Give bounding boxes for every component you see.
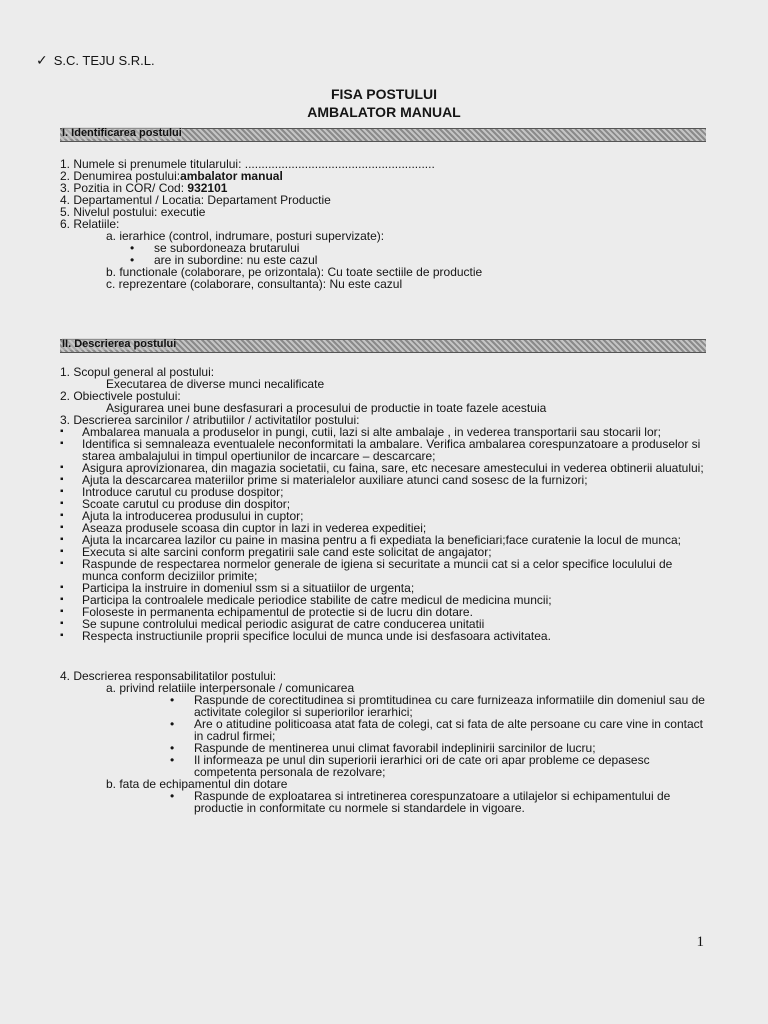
checkmark-icon: ✓	[36, 52, 48, 68]
list-item: ▪ Participa la controalele medicale periodice stabilite de catre medicul de medicina muncii;	[60, 594, 710, 606]
list-item: ▪ Introduce carutul cu produse dospitor;	[60, 486, 710, 498]
line-nivel: 5. Nivelul postului: executie	[60, 205, 206, 219]
section-title: II. Descrierea postului	[62, 338, 177, 350]
responsabilitati-b-list	[60, 790, 710, 814]
relatii-reprezentare: c. reprezentare (colaborare, consultanta): Nu este cazul	[106, 277, 403, 291]
label: 3. Pozitia in COR/ Cod:	[60, 181, 185, 195]
relatii-functionale: b. functionale (colaborare, pe orizontala): Cu toate sectiile de productie	[106, 265, 483, 279]
line-relatii: 6. Relatiile:	[60, 217, 120, 231]
relatii-ierarhice: a. ierarhice (control, indrumare, posturi supervizate):	[106, 229, 385, 243]
list-item: ▪ Respecta instructiunile proprii specifice locului de munca unde isi desfasoara activitatea.	[60, 630, 710, 642]
list-item: • se subordoneaza brutarului	[130, 242, 710, 254]
company-name: S.C. TEJU S.R.L.	[53, 53, 155, 68]
obiective-value: Asigurarea unei bune desfasurari a procesului de productie in toate fazele acestuia	[106, 401, 547, 415]
list-item: ▪ Asigura aprovizionarea, din magazia societatii, cu faina, sare, etc necesare amestecului in vederea obtinerii aluatului;	[60, 462, 710, 474]
line-numele: 1. Numele si prenumele titularului: .........................................................	[60, 157, 435, 171]
line-responsabilitati: 4. Descrierea responsabilitatilor postului:	[60, 669, 277, 683]
list-item: ▪ Raspunde de respectarea normelor generale de igiena si securitate a muncii cat si a celor specifice loculului de munca conform deciziilor primite;	[60, 558, 710, 582]
list-item: • are in subordine: nu este cazul	[130, 254, 710, 266]
responsabilitati-a-list	[60, 694, 710, 778]
spacer	[60, 656, 710, 670]
section-identificare	[60, 158, 710, 290]
label: 2. Denumirea postului:	[60, 169, 181, 183]
list-item: • Raspunde de corectitudinea si promtitudinea cu care furnizeaza informatiile din domeniul sau de activitate colegilor si superiorilor ierarhici;	[170, 694, 710, 718]
section-header-identificare	[60, 128, 706, 142]
section-header-descriere	[60, 339, 706, 353]
list-item: ▪ Ajuta la descarcarea materiilor prime si materialelor auxiliare atunci cand sosesc de la furnizori;	[60, 474, 710, 486]
section-descriere	[60, 366, 710, 814]
list-item: ▪ Foloseste in permanenta echipamentul de protectie si de lucru din dotare.	[60, 606, 710, 618]
list-item: ▪ Ambalarea manuala a produselor in pungi, cutii, lazi si alte ambalaje , in vederea transportarii sau stocarii lor;	[60, 426, 710, 438]
value: ambalator manual	[180, 169, 283, 183]
list-item: • Raspunde de mentinerea unui climat favorabil indeplinirii sarcinilor de lucru;	[170, 742, 710, 754]
line-departament: 4. Departamentul / Locatia: Departament Productie	[60, 193, 331, 207]
scop-value: Executarea de diverse munci necalificate	[106, 377, 325, 391]
list-item: ▪ Ajuta la incarcarea lazilor cu paine in masina pentru a fi expediata la beneficiari;face curatenie la locul de munca;	[60, 534, 710, 546]
line-sarcini: 3. Descrierea sarcinilor / atributiilor / activitatilor postului:	[60, 413, 360, 427]
document-title: FISA POSTULUI	[330, 86, 438, 102]
page-number: 1	[696, 934, 704, 950]
list-item: ▪ Executa si alte sarcini conform pregatirii sale cand este solicitat de angajator;	[60, 546, 710, 558]
list-item: ▪ Identifica si semnaleaza eventualele neconformitati la ambalare. Verifica ambalarea corespunzatoare a produselor si starea ambalajului in timpul opertiunilor de incarcare – descarcare;	[60, 438, 710, 462]
line-scop: 1. Scopul general al postului:	[60, 365, 215, 379]
list-item: • Raspunde de exploatarea si intretinerea corespunzatoare a utilajelor si echipamentului de productie in conformitate cu normele si standardele in vigoare.	[170, 790, 710, 814]
task-list	[60, 426, 710, 642]
list-item: ▪ Scoate carutul cu produse din dospitor;	[60, 498, 710, 510]
spacer	[60, 642, 710, 656]
list-item: • Il informeaza pe unul din superiorii ierarhici ori de cate ori apar probleme ce depasesc competenta personala de rezolvare;	[170, 754, 710, 778]
section-title: I. Identificarea postului	[62, 127, 182, 139]
list-item: • Are o atitudine politicoasa atat fata de colegi, cat si fata de alte persoane cu care vine in contact in cadrul firmei;	[170, 718, 710, 742]
value: 932101	[187, 181, 228, 195]
document-subtitle: AMBALATOR MANUAL	[307, 104, 461, 120]
list-item: ▪ Participa la instruire in domeniul ssm si a situatiilor de urgenta;	[60, 582, 710, 594]
line-obiective: 2. Obiectivele postului:	[60, 389, 181, 403]
list-item: ▪ Se supune controlului medical periodic asigurat de catre conducerea unitatii	[60, 618, 710, 630]
company-header	[36, 52, 155, 69]
responsabilitati-b: b. fata de echipamentul din dotare	[106, 777, 288, 791]
list-item: ▪ Aseaza produsele scoasa din cuptor in lazi in vederea expeditiei;	[60, 522, 710, 534]
responsabilitati-a: a. privind relatiile interpersonale / comunicarea	[106, 681, 355, 695]
list-item: ▪ Ajuta la introducerea produsului in cuptor;	[60, 510, 710, 522]
